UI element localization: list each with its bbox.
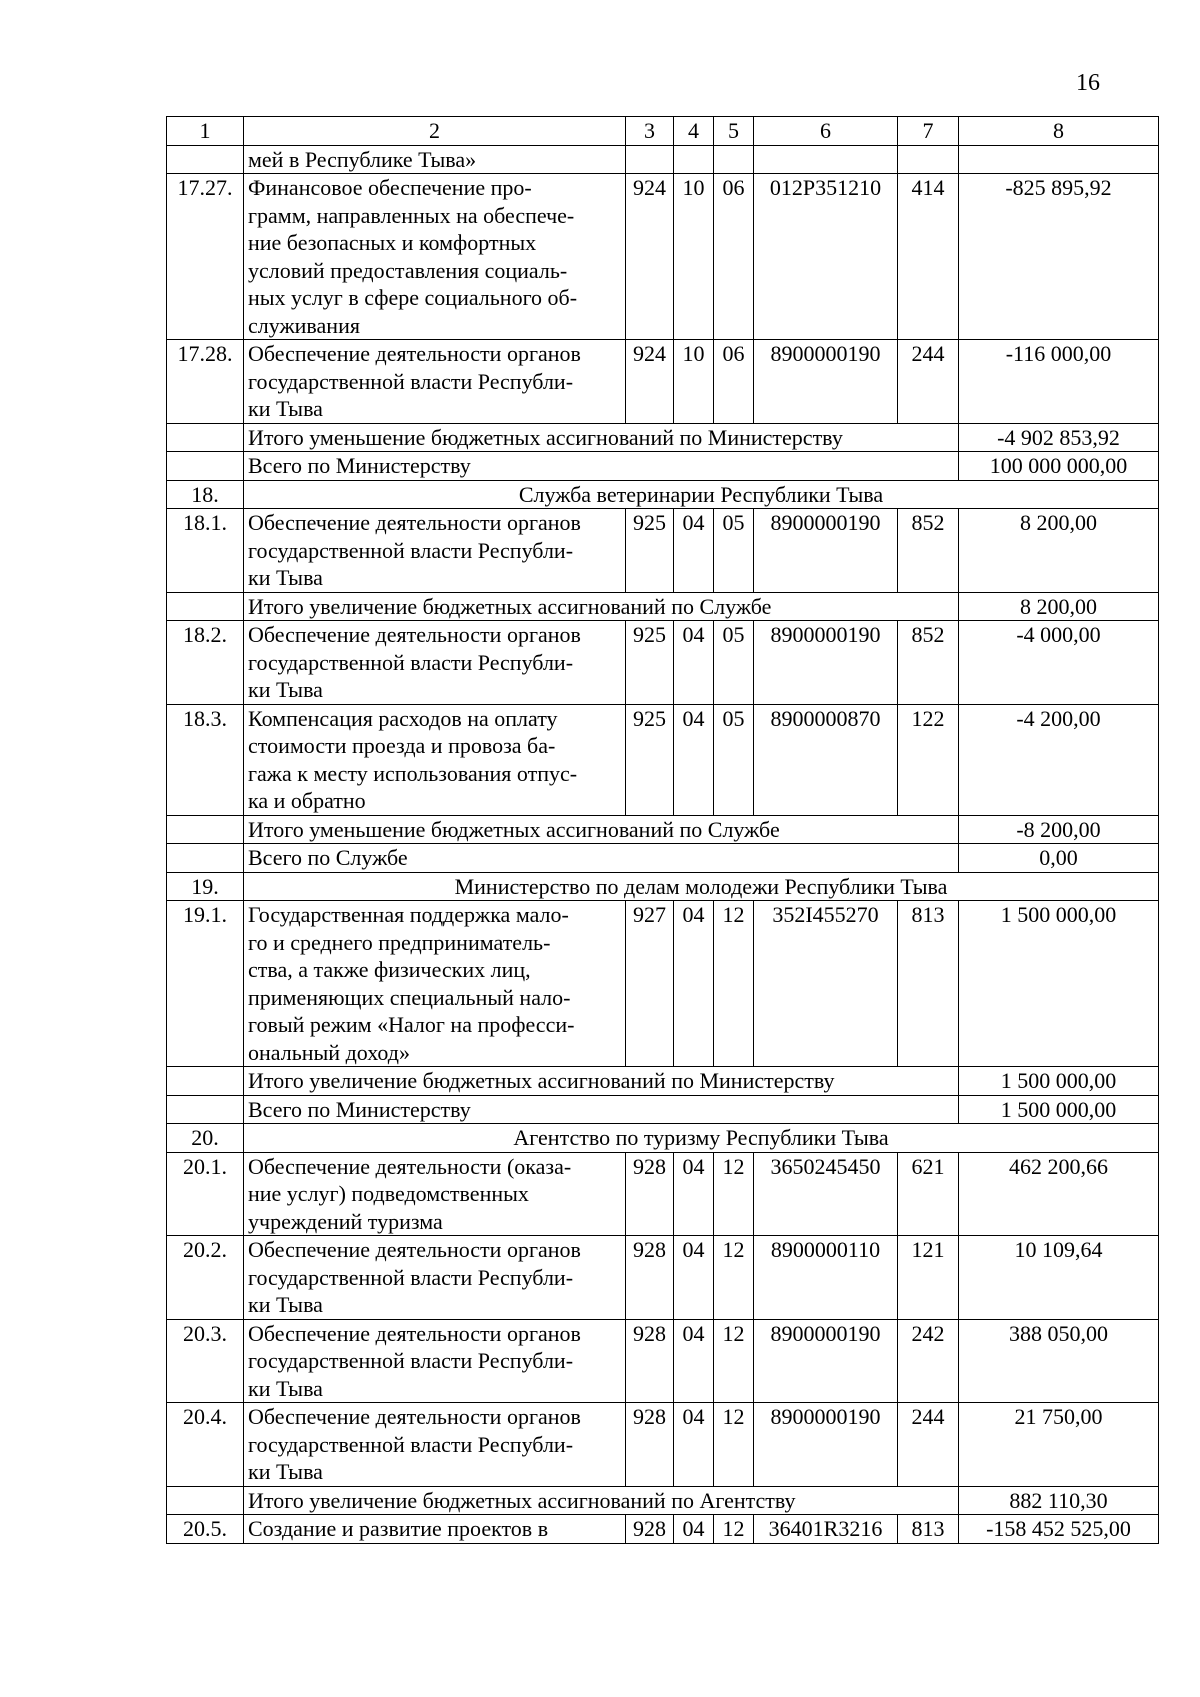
total-label: Итого увеличение бюджетных ассигнований по Агентству <box>244 1486 959 1515</box>
section-code: 04 <box>674 901 714 1067</box>
section-code: 10 <box>674 174 714 340</box>
subsection-code: 06 <box>714 340 754 424</box>
header-cell: 3 <box>626 117 674 146</box>
ministry-code: 925 <box>626 704 674 815</box>
row-number: 18.2. <box>167 621 244 705</box>
section-row <box>167 872 1159 901</box>
section-title: Агентство по туризму Республики Тыва <box>244 1124 1159 1153</box>
expense-name: Компенсация расходов на оплату стоимости проезда и провоза ба- гажа к месту использования отпус- ка и обратно <box>244 704 626 815</box>
expense-type-code: 121 <box>898 1236 959 1320</box>
expense-type-code: 244 <box>898 1403 959 1487</box>
row-number: 20.2. <box>167 1236 244 1320</box>
row-number: 18.3. <box>167 704 244 815</box>
amount-cell: 8 200,00 <box>959 509 1159 593</box>
expense-name: Финансовое обеспечение про- грамм, направленных на обеспече- ние безопасных и комфортных условий предоставления социаль- ных услуг в сфере социального об- служивания <box>244 174 626 340</box>
expense-name: мей в Республике Тыва» <box>244 145 626 174</box>
subsection-code: 05 <box>714 704 754 815</box>
section-code: 04 <box>674 621 714 705</box>
section-row <box>167 480 1159 509</box>
header-cell: 2 <box>244 117 626 146</box>
amount-cell: 8 200,00 <box>959 592 1159 621</box>
amount-cell: -116 000,00 <box>959 340 1159 424</box>
row-number <box>167 1067 244 1096</box>
expense-name: Обеспечение деятельности органов государственной власти Республи- ки Тыва <box>244 1403 626 1487</box>
table-row <box>167 704 1159 815</box>
amount-cell: -825 895,92 <box>959 174 1159 340</box>
ministry-code <box>626 145 674 174</box>
row-number: 20. <box>167 1124 244 1153</box>
row-number <box>167 1486 244 1515</box>
expense-name: Обеспечение деятельности органов государственной власти Республи- ки Тыва <box>244 1319 626 1403</box>
total-row <box>167 815 1159 844</box>
subsection-code: 12 <box>714 1319 754 1403</box>
section-code: 04 <box>674 704 714 815</box>
target-article-code: 012P351210 <box>754 174 898 340</box>
subsection-code: 05 <box>714 509 754 593</box>
ministry-code: 928 <box>626 1403 674 1487</box>
table-header-row <box>167 117 1159 146</box>
table-row <box>167 340 1159 424</box>
page-number: 16 <box>1076 70 1100 96</box>
table-row <box>167 1236 1159 1320</box>
amount-cell <box>959 145 1159 174</box>
subsection-code: 12 <box>714 1515 754 1544</box>
row-number <box>167 145 244 174</box>
header-cell: 5 <box>714 117 754 146</box>
ministry-code: 928 <box>626 1515 674 1544</box>
expense-type-code: 244 <box>898 340 959 424</box>
target-article-code: 8900000110 <box>754 1236 898 1320</box>
amount-cell: -4 000,00 <box>959 621 1159 705</box>
subsection-code <box>714 145 754 174</box>
amount-cell: 1 500 000,00 <box>959 1095 1159 1124</box>
amount-cell: 1 500 000,00 <box>959 901 1159 1067</box>
table-row <box>167 509 1159 593</box>
expense-name: Обеспечение деятельности органов государственной власти Республи- ки Тыва <box>244 340 626 424</box>
ministry-code: 928 <box>626 1236 674 1320</box>
expense-type-code: 122 <box>898 704 959 815</box>
amount-cell: 21 750,00 <box>959 1403 1159 1487</box>
subsection-code: 12 <box>714 1236 754 1320</box>
expense-name: Обеспечение деятельности органов государственной власти Республи- ки Тыва <box>244 621 626 705</box>
total-row <box>167 592 1159 621</box>
total-label: Итого уменьшение бюджетных ассигнований по Службе <box>244 815 959 844</box>
target-article-code <box>754 145 898 174</box>
row-number: 20.3. <box>167 1319 244 1403</box>
expense-name: Государственная поддержка мало- го и среднего предприниматель- ства, а также физических лиц, применяющих специальный нало- говый режим «Налог на професси- ональный доход» <box>244 901 626 1067</box>
target-article-code: 36401R3216 <box>754 1515 898 1544</box>
table-row <box>167 145 1159 174</box>
row-number: 19.1. <box>167 901 244 1067</box>
section-code: 10 <box>674 340 714 424</box>
row-number: 19. <box>167 872 244 901</box>
amount-cell: 10 109,64 <box>959 1236 1159 1320</box>
target-article-code: 8900000190 <box>754 509 898 593</box>
total-label: Итого увеличение бюджетных ассигнований по Службе <box>244 592 959 621</box>
expense-type-code: 242 <box>898 1319 959 1403</box>
total-row <box>167 1486 1159 1515</box>
row-number <box>167 1095 244 1124</box>
amount-cell: 882 110,30 <box>959 1486 1159 1515</box>
expense-type-code <box>898 145 959 174</box>
row-number: 18. <box>167 480 244 509</box>
row-number <box>167 423 244 452</box>
table-row <box>167 621 1159 705</box>
row-number: 20.5. <box>167 1515 244 1544</box>
expense-type-code: 621 <box>898 1152 959 1236</box>
total-row <box>167 844 1159 873</box>
row-number <box>167 452 244 481</box>
section-title: Служба ветеринарии Республики Тыва <box>244 480 1159 509</box>
row-number <box>167 844 244 873</box>
subsection-code: 05 <box>714 621 754 705</box>
header-cell: 8 <box>959 117 1159 146</box>
expense-type-code: 414 <box>898 174 959 340</box>
total-label: Итого уменьшение бюджетных ассигнований по Министерству <box>244 423 959 452</box>
amount-cell: -8 200,00 <box>959 815 1159 844</box>
expense-name: Создание и развитие проектов в <box>244 1515 626 1544</box>
total-row <box>167 1067 1159 1096</box>
header-cell: 6 <box>754 117 898 146</box>
amount-cell: 388 050,00 <box>959 1319 1159 1403</box>
section-code: 04 <box>674 1152 714 1236</box>
total-row <box>167 423 1159 452</box>
row-number <box>167 815 244 844</box>
total-label: Всего по Службе <box>244 844 959 873</box>
target-article-code: 8900000190 <box>754 621 898 705</box>
section-title: Министерство по делам молодежи Республики Тыва <box>244 872 1159 901</box>
subsection-code: 12 <box>714 901 754 1067</box>
table-body <box>167 145 1159 1543</box>
target-article-code: 8900000870 <box>754 704 898 815</box>
section-code: 04 <box>674 1515 714 1544</box>
amount-cell: 1 500 000,00 <box>959 1067 1159 1096</box>
subsection-code: 12 <box>714 1403 754 1487</box>
row-number: 20.4. <box>167 1403 244 1487</box>
amount-cell: -4 200,00 <box>959 704 1159 815</box>
target-article-code: 8900000190 <box>754 1403 898 1487</box>
ministry-code: 924 <box>626 340 674 424</box>
header-cell: 1 <box>167 117 244 146</box>
row-number: 17.27. <box>167 174 244 340</box>
ministry-code: 925 <box>626 621 674 705</box>
target-article-code: 352I455270 <box>754 901 898 1067</box>
amount-cell: 462 200,66 <box>959 1152 1159 1236</box>
ministry-code: 928 <box>626 1319 674 1403</box>
row-number: 20.1. <box>167 1152 244 1236</box>
expense-name: Обеспечение деятельности органов государственной власти Республи- ки Тыва <box>244 1236 626 1320</box>
subsection-code: 12 <box>714 1152 754 1236</box>
expense-name: Обеспечение деятельности (оказа- ние услуг) подведомственных учреждений туризма <box>244 1152 626 1236</box>
section-code: 04 <box>674 509 714 593</box>
expense-type-code: 813 <box>898 1515 959 1544</box>
total-row <box>167 452 1159 481</box>
section-code <box>674 145 714 174</box>
table-row <box>167 1152 1159 1236</box>
table-row <box>167 174 1159 340</box>
row-number: 18.1. <box>167 509 244 593</box>
expense-type-code: 852 <box>898 509 959 593</box>
total-row <box>167 1095 1159 1124</box>
row-number: 17.28. <box>167 340 244 424</box>
budget-table <box>166 116 1159 1544</box>
subsection-code: 06 <box>714 174 754 340</box>
ministry-code: 928 <box>626 1152 674 1236</box>
amount-cell: -4 902 853,92 <box>959 423 1159 452</box>
section-code: 04 <box>674 1403 714 1487</box>
expense-type-code: 813 <box>898 901 959 1067</box>
header-cell: 7 <box>898 117 959 146</box>
amount-cell: -158 452 525,00 <box>959 1515 1159 1544</box>
target-article-code: 8900000190 <box>754 340 898 424</box>
amount-cell: 0,00 <box>959 844 1159 873</box>
total-label: Всего по Министерству <box>244 452 959 481</box>
table-row <box>167 901 1159 1067</box>
header-cell: 4 <box>674 117 714 146</box>
ministry-code: 927 <box>626 901 674 1067</box>
expense-name: Обеспечение деятельности органов государственной власти Республи- ки Тыва <box>244 509 626 593</box>
section-row <box>167 1124 1159 1153</box>
table-row <box>167 1403 1159 1487</box>
target-article-code: 8900000190 <box>754 1319 898 1403</box>
target-article-code: 3650245450 <box>754 1152 898 1236</box>
section-code: 04 <box>674 1319 714 1403</box>
expense-type-code: 852 <box>898 621 959 705</box>
row-number <box>167 592 244 621</box>
total-label: Итого увеличение бюджетных ассигнований по Министерству <box>244 1067 959 1096</box>
ministry-code: 925 <box>626 509 674 593</box>
ministry-code: 924 <box>626 174 674 340</box>
table-row <box>167 1319 1159 1403</box>
section-code: 04 <box>674 1236 714 1320</box>
amount-cell: 100 000 000,00 <box>959 452 1159 481</box>
table-row <box>167 1515 1159 1544</box>
total-label: Всего по Министерству <box>244 1095 959 1124</box>
